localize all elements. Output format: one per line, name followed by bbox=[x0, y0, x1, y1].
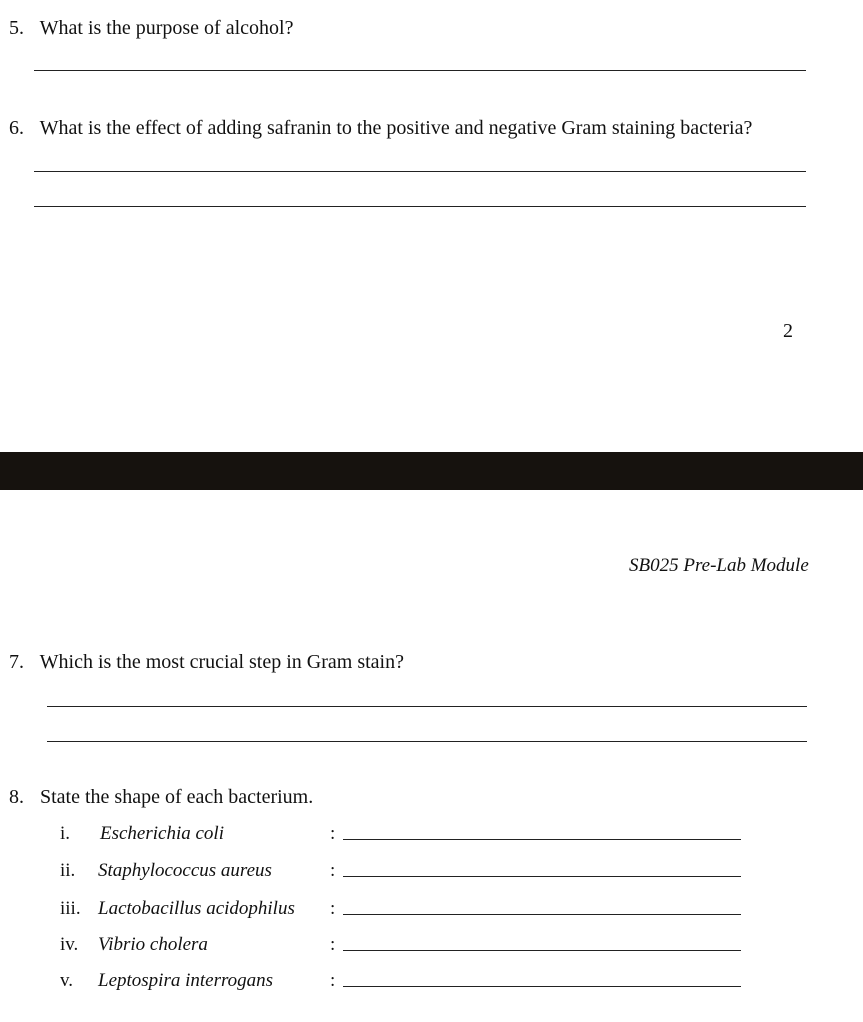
question-6-number: 6. bbox=[9, 117, 24, 139]
answer-line[interactable] bbox=[343, 914, 741, 915]
module-header: SB025 Pre-Lab Module bbox=[629, 555, 809, 576]
bacterium-name: Lactobacillus acidophilus bbox=[98, 898, 295, 919]
question-5-number: 5. bbox=[9, 17, 24, 39]
bacterium-item bbox=[60, 933, 760, 959]
page-number: 2 bbox=[783, 320, 793, 342]
bacterium-name: Staphylococcus aureus bbox=[98, 860, 272, 881]
question-6-text: What is the effect of adding safranin to the positive and negative Gram staining bacteria? bbox=[39, 117, 753, 139]
question-7-number: 7. bbox=[9, 651, 24, 673]
item-numeral: iv. bbox=[60, 934, 79, 955]
answer-line[interactable] bbox=[34, 206, 806, 207]
item-colon: : bbox=[330, 934, 336, 955]
bacterium-name: Vibrio cholera bbox=[98, 934, 208, 955]
bacterium-item bbox=[60, 859, 760, 885]
question-6 bbox=[9, 116, 752, 140]
question-7 bbox=[9, 650, 404, 674]
item-numeral: iii. bbox=[60, 898, 81, 919]
answer-line[interactable] bbox=[47, 706, 807, 707]
question-5 bbox=[9, 16, 293, 40]
bacterium-item bbox=[60, 897, 760, 923]
item-colon: : bbox=[330, 970, 336, 991]
bacterium-name: Escherichia coli bbox=[100, 823, 224, 844]
answer-line[interactable] bbox=[343, 950, 741, 951]
answer-line[interactable] bbox=[343, 876, 741, 877]
question-7-text: Which is the most crucial step in Gram stain? bbox=[39, 651, 404, 673]
answer-line[interactable] bbox=[34, 70, 806, 71]
question-8-text: State the shape of each bacterium. bbox=[40, 786, 314, 808]
item-colon: : bbox=[330, 898, 336, 919]
answer-line[interactable] bbox=[343, 839, 741, 840]
question-8 bbox=[9, 785, 313, 809]
bacterium-item bbox=[60, 969, 760, 995]
question-5-text: What is the purpose of alcohol? bbox=[39, 17, 294, 39]
question-8-number: 8. bbox=[9, 786, 24, 808]
item-numeral: ii. bbox=[60, 860, 76, 881]
answer-line[interactable] bbox=[343, 986, 741, 987]
answer-line[interactable] bbox=[34, 171, 806, 172]
bacterium-item bbox=[60, 822, 760, 848]
item-colon: : bbox=[330, 823, 336, 844]
bacterium-name: Leptospira interrogans bbox=[98, 970, 274, 991]
item-colon: : bbox=[330, 860, 336, 881]
item-numeral: i. bbox=[60, 823, 71, 844]
page-separator bbox=[0, 452, 863, 490]
answer-line[interactable] bbox=[47, 741, 807, 742]
item-numeral: v. bbox=[60, 970, 74, 991]
